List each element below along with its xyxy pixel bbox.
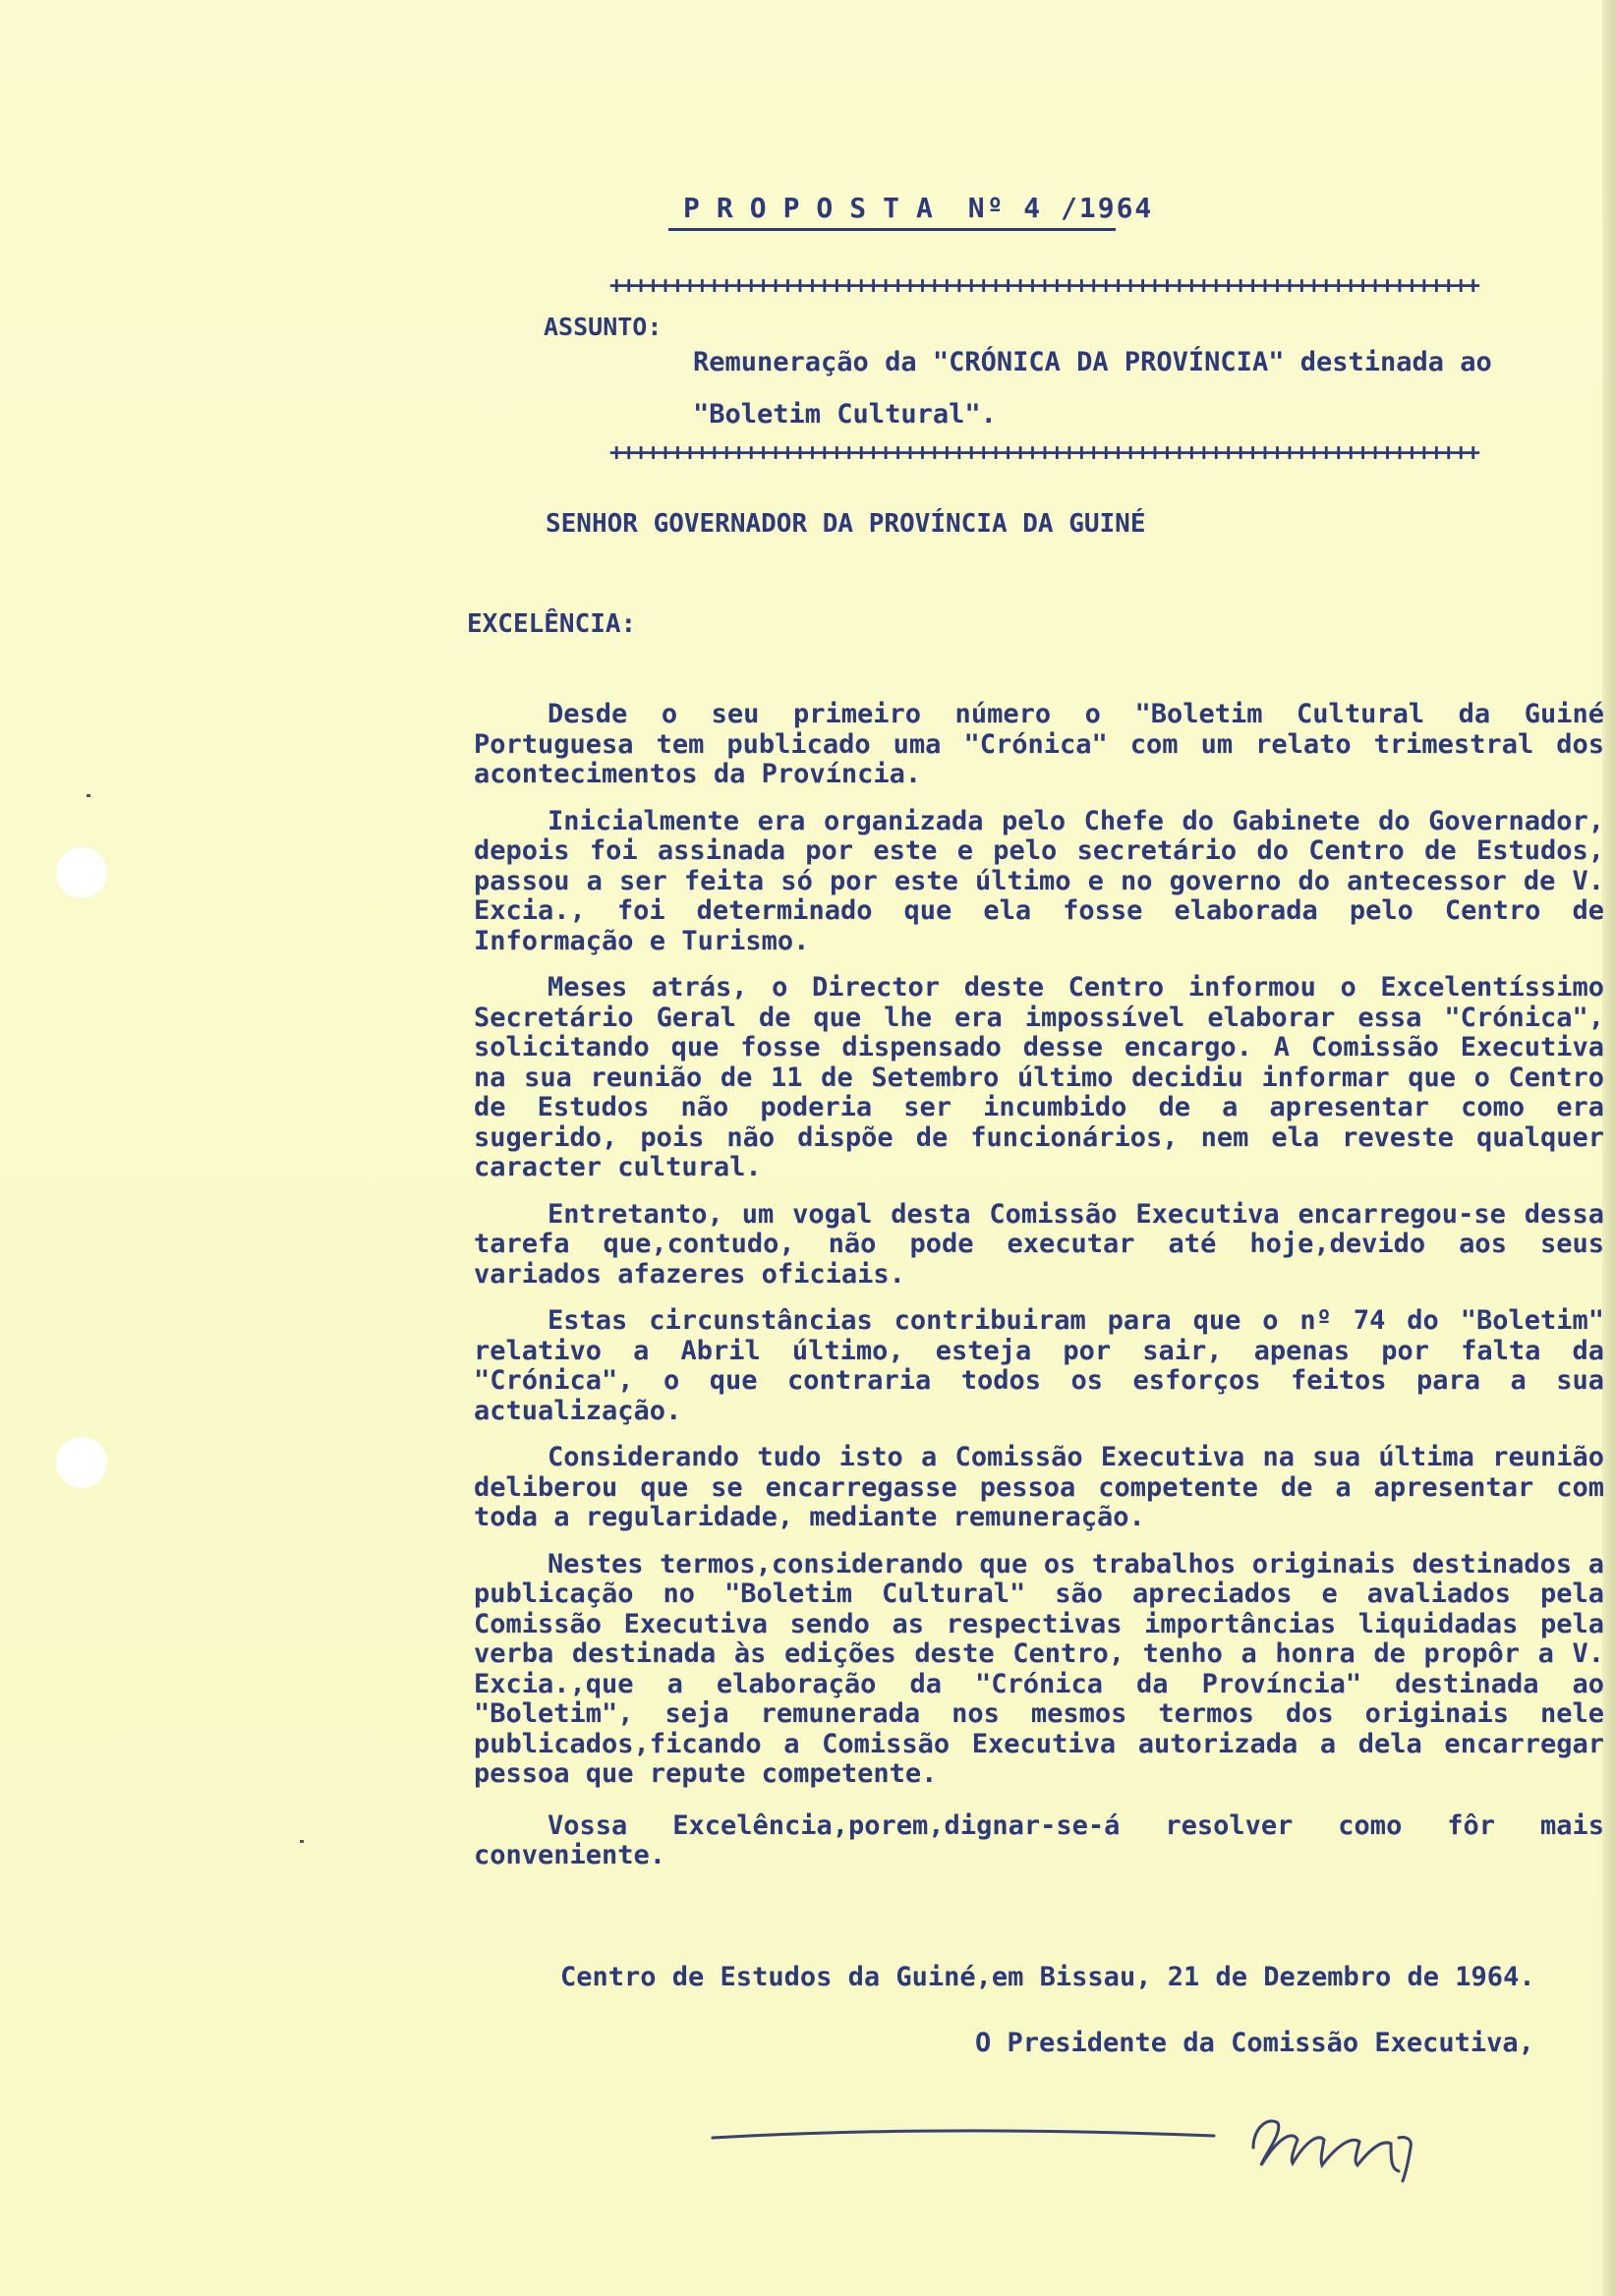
salutation: EXCELÊNCIA: [467,609,637,639]
signature-stroke [1399,2137,1411,2181]
paragraph: Entretanto, um vogal desta Comissão Executiva encarregou-se dessa tarefa que,contudo, não pode executar até hoje,devido aos seus variados afazeres oficiais. [474,1198,1604,1290]
signature-stroke [713,2131,1214,2138]
paragraph: Desde o seu primeiro número o "Boletim Cultural da Guiné Portuguesa tem publicado uma "Crónica" com um relato trimestral dos acontecimentos da Província. [474,699,1604,789]
addressee: SENHOR GOVERNADOR DA PROVÍNCIA DA GUINÉ [546,509,1146,539]
subject-label: ASSUNTO: [544,313,663,341]
paragraph: Vossa Excelência,porem,dignar-se-á resolver como fôr mais conveniente. [474,1809,1604,1870]
punch-hole-top [56,847,107,898]
divider-top: +++++++++++++++++++++++++++++++++++++++++++++++++++++++++++++++++++++++ [609,273,1478,297]
place-and-date: Centro de Estudos da Guiné,em Bissau, 21 de Dezembro de 1964. [560,1962,1535,1992]
title-underline [668,228,1116,231]
title-word: PROPOSTA [683,192,950,224]
paragraph: Estas circunstâncias contribuiram para que o nº 74 do "Boletim" relativo a Abril último, esteja por sair, apenas por falta da "Crónica", o que contraria todos os esforços feitos para a sua actualização. [474,1305,1604,1426]
handwritten-signature [703,2079,1509,2187]
paragraph: Considerando tudo isto a Comissão Executiva na sua última reunião deliberou que se encarregasse pessoa competente de a apresentar com toda a regularidade, mediante remuneração. [474,1442,1604,1532]
signature-stroke [1253,2121,1399,2171]
paper-speck [300,1840,304,1843]
body-text [474,700,1604,1888]
divider-bottom: +++++++++++++++++++++++++++++++++++++++++++++++++++++++++++++++++++++++ [609,440,1478,464]
document-title [683,192,1153,224]
paragraph: Meses atrás, o Director deste Centro informou o Excelentíssimo Secretário Geral de que lhe era impossível elaborar essa "Crónica", solicitando que fosse dispensado desse encargo. A Comissão Executiva na sua reunião de 11 de Setembro último decidiu informar que o Centro de Estudos não poderia ser incumbido de a apresentar como era sugerido, pois não dispõe de funcionários, nem ela reveste qualquer caracter cultural. [474,972,1604,1182]
subject-text [693,336,1492,440]
punch-hole-bottom [56,1437,107,1488]
paragraph: Inicialmente era organizada pelo Chefe do Gabinete do Governador, depois foi assinada por este e pelo secretário do Centro de Estudos, passou a ser feita só por este último e no governo do antecessor de V. Excia., foi determinado que ela fosse elaborada pelo Centro de Informação e Turismo. [474,805,1604,956]
paragraph: Nestes termos,considerando que os trabalhos originais destinados a publicação no "Boletim Cultural" são apreciados e avaliados pela Comissão Executiva sendo as respectivas importâncias liquidadas pela verba destinada às edições deste Centro, tenho a honra de propôr a V. Excia.,que a elaboração da "Crónica da Província" destinada ao "Boletim", seja remunerada nos mesmos termos dos originais nele publicados,ficando a Comissão Executiva autorizada a dela encarregar pessoa que repute competente. [474,1548,1604,1789]
proposal-number: Nº 4 /1964 [967,192,1154,224]
signer-title: O Presidente da Comissão Executiva, [975,2028,1534,2058]
subject-line: Remuneração da "CRÓNICA DA PROVÍNCIA" destinada ao [693,347,1492,377]
subject-line: "Boletim Cultural". [693,399,997,430]
paper-speck [87,794,90,797]
